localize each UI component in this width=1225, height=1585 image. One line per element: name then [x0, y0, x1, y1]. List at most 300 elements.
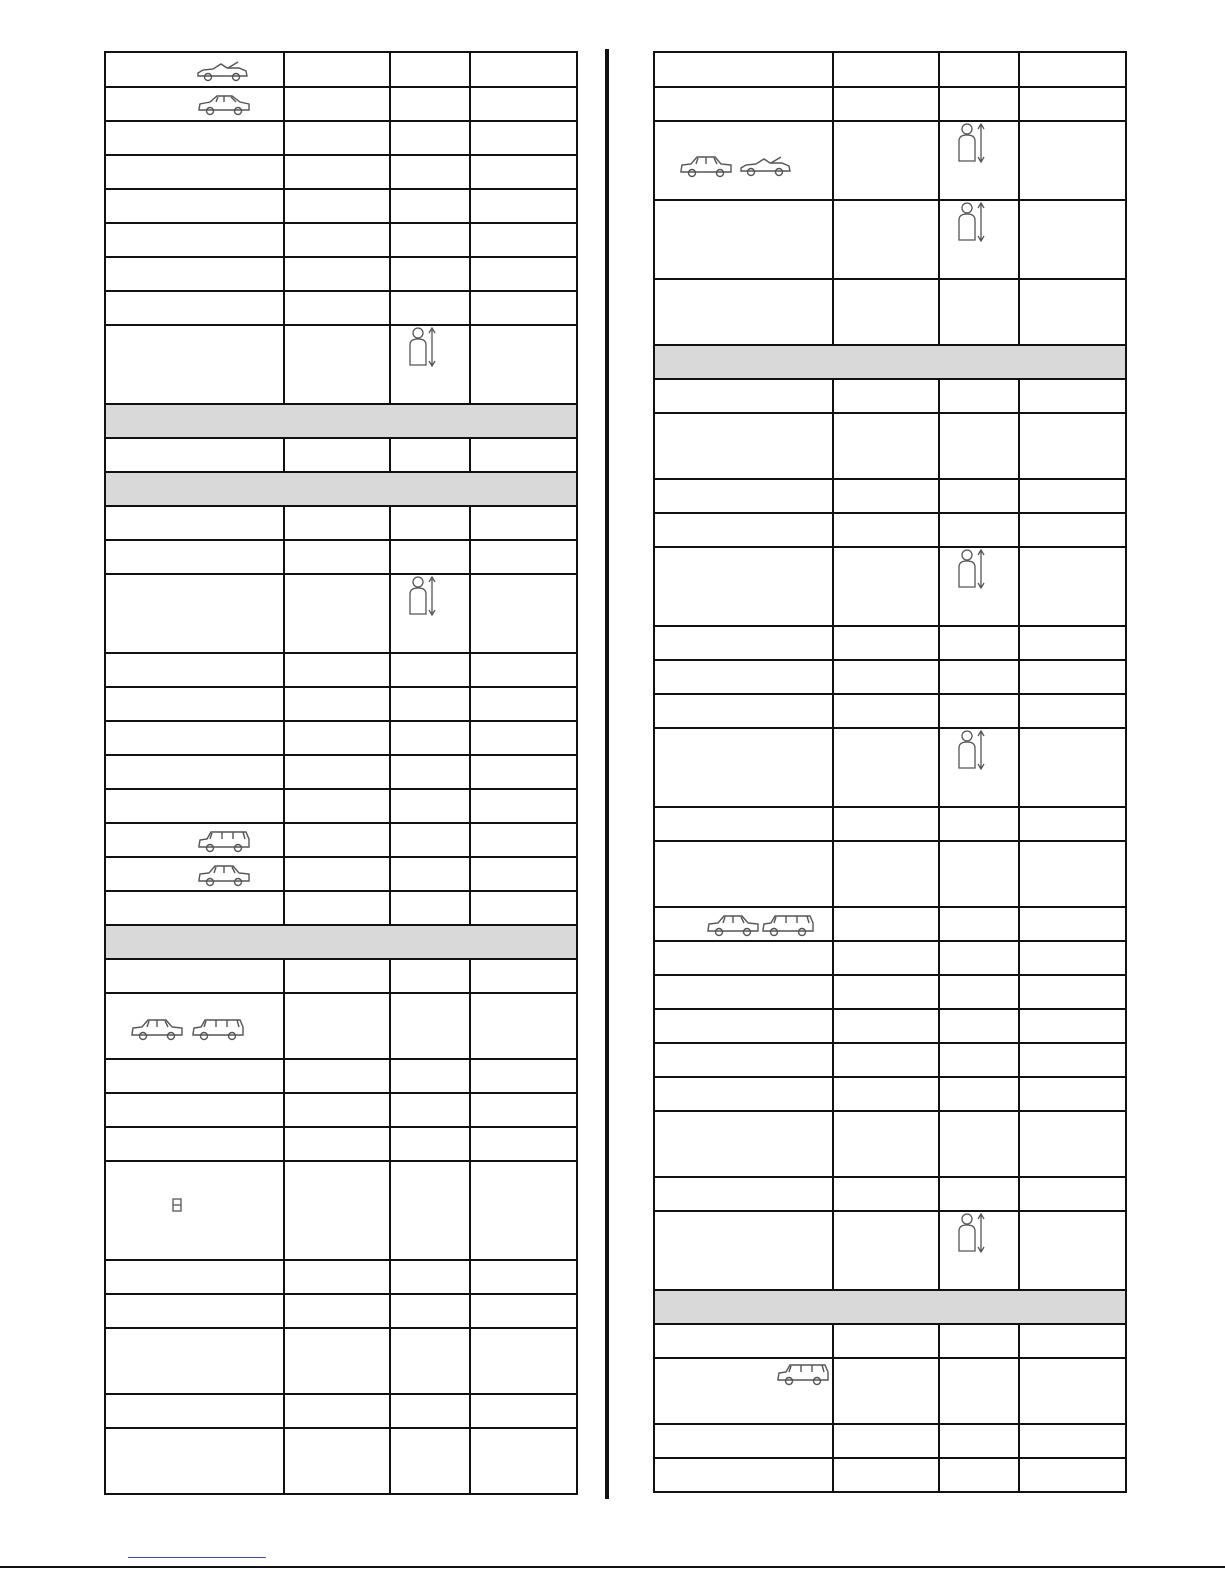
table-cell	[654, 547, 833, 626]
table-cell	[390, 959, 470, 993]
section-header	[654, 1290, 1126, 1324]
table-cell	[284, 438, 390, 472]
page-footer-rule	[0, 1566, 1225, 1568]
table-row	[654, 1424, 1126, 1458]
cell	[105, 823, 284, 857]
table-cell	[105, 540, 284, 574]
sedan-car-icon	[196, 862, 252, 888]
table-cell	[1019, 1358, 1126, 1424]
table-cell	[105, 223, 284, 257]
table-row	[105, 1093, 577, 1127]
table-cell	[390, 823, 470, 857]
table-cell	[390, 87, 470, 121]
table-cell	[939, 1358, 1019, 1424]
table-cell	[105, 1394, 284, 1428]
table-row	[105, 959, 577, 993]
table-row	[654, 1458, 1126, 1492]
table-cell	[939, 479, 1019, 513]
cell	[939, 547, 1019, 626]
table-cell	[654, 694, 833, 728]
table-cell	[390, 52, 470, 87]
table-cell	[470, 1093, 577, 1127]
table-cell	[470, 1059, 577, 1093]
table-cell	[1019, 1111, 1126, 1177]
table-cell	[390, 155, 470, 189]
table-cell	[390, 755, 470, 789]
table-cell	[284, 857, 390, 891]
table-cell	[654, 1211, 833, 1290]
cell	[654, 907, 833, 941]
table-cell	[654, 479, 833, 513]
cell	[105, 857, 284, 891]
table-cell	[390, 857, 470, 891]
table-cell	[1019, 941, 1126, 975]
table-cell	[105, 291, 284, 325]
table-cell	[105, 189, 284, 223]
cell	[390, 325, 470, 404]
table-cell	[284, 653, 390, 687]
table-cell	[833, 1424, 939, 1458]
table-cell	[939, 379, 1019, 413]
table-row	[105, 438, 577, 472]
table-cell	[470, 1161, 577, 1260]
door-icon	[172, 1198, 182, 1212]
table-cell	[284, 721, 390, 755]
table-row	[654, 694, 1126, 728]
table-cell	[1019, 513, 1126, 547]
table-cell	[470, 653, 577, 687]
table-cell	[470, 574, 577, 653]
table-row	[654, 1177, 1126, 1211]
table-cell	[284, 823, 390, 857]
table-cell	[654, 52, 833, 87]
table-cell	[833, 1358, 939, 1424]
table-cell	[833, 941, 939, 975]
table-cell	[1019, 975, 1126, 1009]
table-cell	[284, 506, 390, 540]
left-spec-table	[104, 51, 576, 1495]
table-cell	[390, 789, 470, 823]
table-cell	[105, 789, 284, 823]
section-row	[654, 1290, 1126, 1324]
table-cell	[284, 1093, 390, 1127]
table-row	[654, 87, 1126, 121]
table-row	[105, 721, 577, 755]
table-cell	[939, 1458, 1019, 1492]
table-cell	[470, 540, 577, 574]
table-cell	[284, 540, 390, 574]
table-cell	[470, 857, 577, 891]
table-cell	[939, 1043, 1019, 1077]
table-cell	[284, 959, 390, 993]
cell	[939, 728, 1019, 807]
table-cell	[470, 959, 577, 993]
table-cell	[105, 755, 284, 789]
table-cell	[105, 1260, 284, 1294]
table-cell	[833, 52, 939, 87]
table-cell	[939, 941, 1019, 975]
table-row	[654, 1211, 1126, 1290]
table-cell	[654, 1111, 833, 1177]
table-cell	[939, 1177, 1019, 1211]
table-row	[654, 52, 1126, 87]
table-cell	[833, 200, 939, 279]
table-cell	[284, 1328, 390, 1394]
table-cell	[1019, 87, 1126, 121]
table-cell	[1019, 1009, 1126, 1043]
table-cell	[1019, 121, 1126, 200]
table-cell	[284, 993, 390, 1059]
table-cell	[1019, 1458, 1126, 1492]
table-cell	[939, 1077, 1019, 1111]
table-cell	[1019, 1424, 1126, 1458]
table-cell	[390, 1127, 470, 1161]
table-cell	[939, 279, 1019, 345]
table-row	[105, 993, 577, 1059]
table-cell	[105, 721, 284, 755]
table-row	[654, 413, 1126, 479]
person-height-icon	[957, 202, 987, 242]
table-cell	[1019, 1177, 1126, 1211]
table-cell	[833, 1077, 939, 1111]
table-row	[654, 728, 1126, 807]
table-cell	[654, 841, 833, 907]
table-cell	[1019, 379, 1126, 413]
table-cell	[654, 1077, 833, 1111]
table-cell	[833, 87, 939, 121]
table-cell	[284, 52, 390, 87]
table-cell	[284, 1127, 390, 1161]
table-cell	[1019, 547, 1126, 626]
table-row	[105, 653, 577, 687]
table-cell	[1019, 1077, 1126, 1111]
table-cell	[654, 1458, 833, 1492]
table-cell	[390, 1394, 470, 1428]
section-row	[105, 925, 577, 959]
table-cell	[105, 653, 284, 687]
table-row	[105, 155, 577, 189]
cell	[939, 121, 1019, 200]
table-cell	[390, 540, 470, 574]
table-row	[654, 841, 1126, 907]
convertible-car-icon	[737, 154, 793, 178]
table-cell	[390, 1428, 470, 1494]
cell	[939, 200, 1019, 279]
table-row	[105, 189, 577, 223]
cell	[654, 121, 833, 200]
table-cell	[284, 189, 390, 223]
table-cell	[833, 1009, 939, 1043]
table-cell	[470, 891, 577, 925]
table-cell	[284, 1394, 390, 1428]
table-cell	[654, 413, 833, 479]
table-cell	[1019, 1043, 1126, 1077]
left-table-grid	[104, 51, 578, 1495]
table-row	[654, 975, 1126, 1009]
estate-wagon-icon	[775, 1361, 831, 1387]
table-cell	[390, 189, 470, 223]
link-underline[interactable]	[128, 1557, 266, 1558]
table-cell	[654, 379, 833, 413]
table-row	[105, 1428, 577, 1494]
table-cell	[939, 52, 1019, 87]
table-cell	[833, 413, 939, 479]
table-cell	[654, 87, 833, 121]
table-row	[105, 823, 577, 857]
table-row	[654, 200, 1126, 279]
table-cell	[390, 257, 470, 291]
table-cell	[390, 121, 470, 155]
table-cell	[284, 1260, 390, 1294]
table-row	[654, 1043, 1126, 1077]
table-cell	[939, 807, 1019, 841]
sedan-car-icon	[678, 153, 734, 179]
table-cell	[939, 1324, 1019, 1358]
table-cell	[105, 1294, 284, 1328]
table-cell	[470, 1294, 577, 1328]
table-row	[105, 755, 577, 789]
table-cell	[470, 506, 577, 540]
table-cell	[284, 223, 390, 257]
table-cell	[390, 721, 470, 755]
table-cell	[1019, 1211, 1126, 1290]
section-header	[105, 472, 577, 506]
person-height-icon	[957, 1213, 987, 1253]
cell	[939, 1211, 1019, 1290]
table-row	[105, 291, 577, 325]
section-row	[654, 345, 1126, 379]
table-cell	[284, 755, 390, 789]
table-cell	[390, 1161, 470, 1260]
table-cell	[284, 1428, 390, 1494]
table-cell	[470, 721, 577, 755]
table-row	[654, 626, 1126, 660]
table-cell	[833, 1211, 939, 1290]
table-cell	[470, 223, 577, 257]
table-cell	[1019, 279, 1126, 345]
section-header	[654, 345, 1126, 379]
table-cell	[939, 1009, 1019, 1043]
table-cell	[1019, 907, 1126, 941]
table-cell	[939, 513, 1019, 547]
table-cell	[470, 52, 577, 87]
table-cell	[470, 87, 577, 121]
table-cell	[390, 653, 470, 687]
table-cell	[390, 223, 470, 257]
table-cell	[654, 941, 833, 975]
table-cell	[470, 687, 577, 721]
table-cell	[284, 87, 390, 121]
table-row	[105, 87, 577, 121]
table-row	[105, 257, 577, 291]
table-cell	[1019, 479, 1126, 513]
table-cell	[654, 1324, 833, 1358]
table-row	[654, 660, 1126, 694]
table-cell	[654, 728, 833, 807]
table-cell	[470, 257, 577, 291]
table-cell	[470, 121, 577, 155]
table-row	[105, 223, 577, 257]
table-cell	[654, 660, 833, 694]
column-divider	[605, 49, 609, 1499]
cell	[654, 1358, 833, 1424]
table-cell	[470, 325, 577, 404]
table-cell	[470, 1127, 577, 1161]
table-row	[654, 807, 1126, 841]
table-cell	[833, 975, 939, 1009]
section-header	[105, 925, 577, 959]
table-row	[654, 279, 1126, 345]
table-cell	[105, 959, 284, 993]
table-cell	[833, 513, 939, 547]
table-row	[105, 1260, 577, 1294]
person-height-icon	[957, 730, 987, 770]
table-cell	[833, 1324, 939, 1358]
table-cell	[470, 993, 577, 1059]
table-cell	[654, 513, 833, 547]
person-height-icon	[408, 327, 438, 367]
table-cell	[390, 1260, 470, 1294]
estate-wagon-icon	[760, 912, 816, 938]
table-cell	[833, 1043, 939, 1077]
table-cell	[939, 660, 1019, 694]
table-row	[105, 789, 577, 823]
table-cell	[105, 506, 284, 540]
table-cell	[939, 87, 1019, 121]
coupe-car-icon	[196, 91, 252, 117]
table-cell	[833, 807, 939, 841]
table-cell	[939, 413, 1019, 479]
cell	[105, 1161, 284, 1260]
table-cell	[390, 891, 470, 925]
table-cell	[105, 1328, 284, 1394]
table-cell	[105, 1127, 284, 1161]
table-cell	[105, 891, 284, 925]
table-cell	[654, 1043, 833, 1077]
table-cell	[284, 291, 390, 325]
table-cell	[654, 1424, 833, 1458]
person-height-icon	[957, 123, 987, 163]
table-cell	[390, 1059, 470, 1093]
convertible-car-icon	[194, 59, 250, 83]
table-cell	[284, 121, 390, 155]
table-cell	[833, 907, 939, 941]
sedan-car-icon	[129, 1016, 185, 1042]
table-cell	[833, 379, 939, 413]
table-row	[105, 574, 577, 653]
table-cell	[390, 1294, 470, 1328]
table-row	[105, 325, 577, 404]
table-cell	[284, 789, 390, 823]
table-row	[654, 1077, 1126, 1111]
table-cell	[833, 1111, 939, 1177]
table-cell	[105, 155, 284, 189]
table-row	[105, 1328, 577, 1394]
table-cell	[1019, 1324, 1126, 1358]
table-cell	[470, 1394, 577, 1428]
table-cell	[1019, 200, 1126, 279]
table-cell	[284, 155, 390, 189]
table-cell	[833, 479, 939, 513]
table-cell	[654, 807, 833, 841]
table-cell	[470, 1328, 577, 1394]
table-cell	[105, 257, 284, 291]
table-cell	[833, 694, 939, 728]
table-cell	[833, 841, 939, 907]
table-cell	[390, 993, 470, 1059]
table-row	[105, 687, 577, 721]
table-row	[105, 1294, 577, 1328]
table-row	[654, 907, 1126, 941]
table-cell	[105, 1428, 284, 1494]
table-row	[105, 121, 577, 155]
table-cell	[833, 279, 939, 345]
table-cell	[1019, 841, 1126, 907]
right-spec-table	[653, 51, 1125, 1493]
table-row	[654, 513, 1126, 547]
cell	[105, 52, 284, 87]
table-cell	[470, 1260, 577, 1294]
table-cell	[833, 121, 939, 200]
table-row	[105, 52, 577, 87]
estate-wagon-icon	[190, 1016, 246, 1042]
table-cell	[390, 687, 470, 721]
cell	[105, 993, 284, 1059]
table-cell	[284, 1161, 390, 1260]
table-row	[105, 1161, 577, 1260]
table-cell	[654, 279, 833, 345]
table-cell	[833, 728, 939, 807]
table-cell	[1019, 52, 1126, 87]
table-cell	[1019, 694, 1126, 728]
table-row	[105, 540, 577, 574]
table-row	[654, 547, 1126, 626]
table-row	[105, 891, 577, 925]
table-cell	[939, 626, 1019, 660]
table-cell	[284, 891, 390, 925]
table-cell	[284, 1059, 390, 1093]
cell	[105, 87, 284, 121]
table-row	[654, 1111, 1126, 1177]
section-row	[105, 404, 577, 438]
table-cell	[284, 325, 390, 404]
cell	[390, 574, 470, 653]
table-row	[654, 1009, 1126, 1043]
table-cell	[105, 574, 284, 653]
table-cell	[105, 121, 284, 155]
table-cell	[390, 438, 470, 472]
section-header	[105, 404, 577, 438]
table-row	[654, 941, 1126, 975]
table-cell	[939, 1111, 1019, 1177]
table-cell	[1019, 807, 1126, 841]
table-row	[105, 857, 577, 891]
table-row	[105, 1394, 577, 1428]
table-cell	[390, 291, 470, 325]
table-cell	[833, 626, 939, 660]
sedan-car-icon	[705, 912, 761, 938]
table-cell	[1019, 660, 1126, 694]
table-cell	[284, 257, 390, 291]
section-row	[105, 472, 577, 506]
table-cell	[654, 1177, 833, 1211]
table-cell	[390, 1093, 470, 1127]
table-row	[105, 1127, 577, 1161]
table-cell	[390, 506, 470, 540]
estate-wagon-icon	[196, 828, 252, 854]
table-cell	[105, 1093, 284, 1127]
table-cell	[470, 189, 577, 223]
